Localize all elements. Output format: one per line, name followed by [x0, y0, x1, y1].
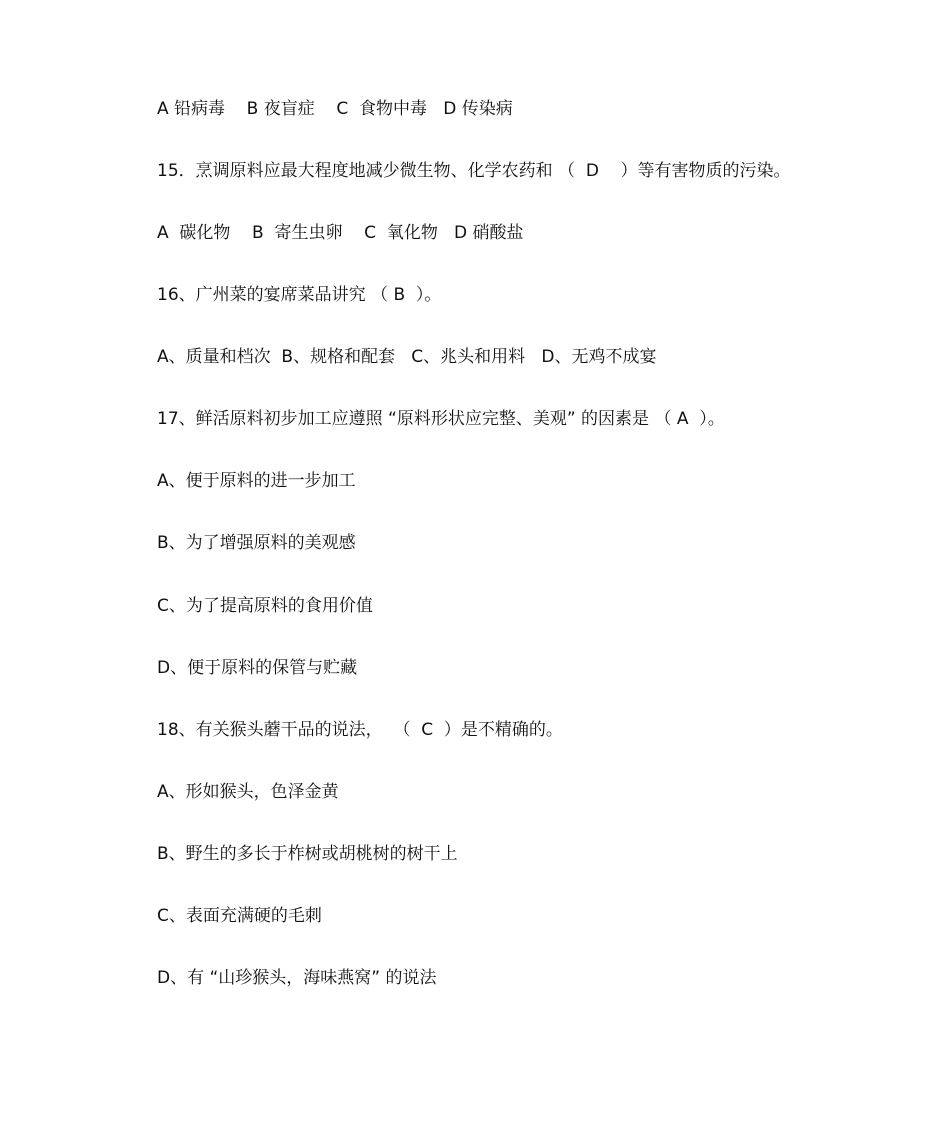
- q18-question: 18、有关猴头蘑干品的说法， （ C ）是不精确的。: [157, 720, 563, 740]
- q18-option-a: A、形如猴头，色泽金黄: [157, 782, 339, 802]
- q16-question: 16、广州菜的宴席菜品讲究 （ B ）。: [157, 285, 442, 305]
- q17-option-c: C、为了提高原料的食用价值: [157, 596, 373, 616]
- q14-options: A 铅病毒 B 夜盲症 C 食物中毒 D 传染病: [157, 99, 513, 119]
- q17-question: 17、鲜活原料初步加工应遵照 “原料形状应完整、美观” 的因素是 （ A ）。: [157, 409, 725, 429]
- q18-option-b: B、野生的多长于柞树或胡桃树的树干上: [157, 844, 458, 864]
- q15-question: 15．烹调原料应最大程度地减少微生物、化学农药和 （ D ）等有害物质的污染。: [157, 161, 791, 181]
- q18-option-c: C、表面充满硬的毛刺: [157, 906, 322, 926]
- q15-options: A 碳化物 B 寄生虫卵 C 氧化物 D 硝酸盐: [157, 223, 524, 243]
- q16-options: A、质量和档次 B、规格和配套 C、兆头和用料 D、无鸡不成宴: [157, 347, 657, 367]
- q17-option-b: B、为了增强原料的美观感: [157, 533, 356, 553]
- q17-option-d: D、便于原料的保管与贮藏: [157, 658, 358, 678]
- q18-option-d: D、有 “山珍猴头，海味燕窝” 的说法: [157, 968, 437, 988]
- q17-option-a: A、便于原料的进一步加工: [157, 471, 356, 491]
